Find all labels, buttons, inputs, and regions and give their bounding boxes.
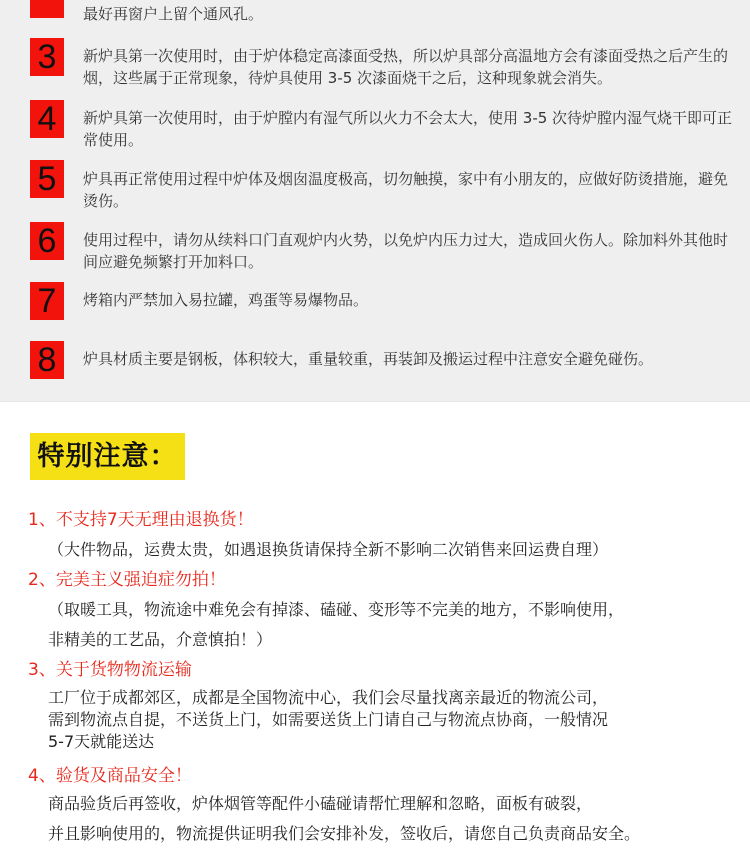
rule-text-3: 新炉具第一次使用时，由于炉体稳定高漆面受热，所以炉具部分高温地方会有漆面受热之后产生的烟，这些属于正常现象，待炉具使用 3-5 次漆面烧干之后，这种现象就会消失。 [83,47,729,87]
notice-line: 商品验货后再签收，炉体烟管等配件小磕碰请帮忙理解和忽略，面板有破裂， [48,794,593,813]
notice-line: 非精美的工艺品，介意慎拍！） [48,630,273,649]
notice-heading-1: 1、不支持7天无理由退换货！ [28,510,254,530]
rule-text: 最好再窗户上留个通风孔。 [83,5,264,23]
rule-text-5: 炉具再正常使用过程中炉体及烟囱温度极高，切勿触摸，家中有小朋友的，应做好防烫措施，避免烫伤。 [83,170,729,210]
notice-title-badge: 特别注意： [30,433,185,480]
notice-heading-4: 4、验货及商品安全！ [28,766,192,786]
notice-line: 并且影响使用的，物流提供证明我们会安排补发，签收后，请您自己负责商品安全。 [48,824,641,843]
rule-number-4: 4 [30,100,64,138]
notice-line: 需到物流点自提，不送货上门，如需要送货上门请自己与物流点协商，一般情况 [48,710,609,729]
rule-text-4: 新炉具第一次使用时，由于炉膛内有湿气所以火力不会太大，使用 3-5 次待炉膛内湿气烧干即可正常使用。 [83,109,733,149]
notice-line: 工厂位于成都郊区，成都是全国物流中心，我们会尽量找离亲最近的物流公司， [48,688,609,707]
section-divider [0,401,750,402]
rule-text-6: 使用过程中，请勿从续料口门直观炉内火势，以免炉内压力过大，造成回火伤人。除加料外其他时间应避免频繁打开加料口。 [83,231,729,271]
rule-text-7: 烤箱内严禁加入易拉罐，鸡蛋等易爆物品。 [83,291,369,309]
notice-line: 5-7天就能送达 [48,732,155,751]
rule-number-5: 5 [30,160,64,198]
notice-line: （取暖工具，物流途中难免会有掉漆、磕碰、变形等不完美的地方，不影响使用， [48,600,625,619]
rule-number-3: 3 [30,38,64,76]
notice-line: （大件物品，运费太贵，如遇退换货请保持全新不影响二次销售来回运费自理） [48,540,609,559]
rule-number-6: 6 [30,222,64,260]
notice-heading-3: 3、关于货物物流运输 [28,660,192,680]
rule-number-box [30,0,64,18]
notice-heading-2: 2、完美主义强迫症勿拍！ [28,570,226,590]
rule-number-8: 8 [30,341,64,379]
rule-text-8: 炉具材质主要是钢板，体积较大，重量较重，再装卸及搬运过程中注意安全避免碰伤。 [83,350,654,368]
rule-number-7: 7 [30,282,64,320]
usage-rules-section [0,0,750,401]
